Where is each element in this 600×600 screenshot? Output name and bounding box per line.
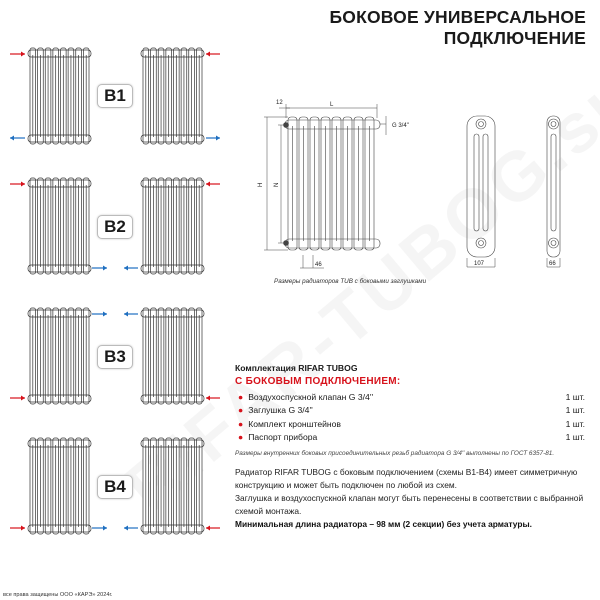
title-line-2: ПОДКЛЮЧЕНИЕ [443,28,586,48]
side-view-2-column [547,116,560,257]
bullet-icon: ● [238,391,244,402]
description-p1: Радиатор RIFAR TUBOG с боковым подключением (схемы B1-B4) имеет симметричную конструкцию и может быть подключен по любой из схем. [235,467,578,490]
description [235,466,585,531]
side-view-3-column [467,116,495,257]
dim-depth-66: 66 [549,261,556,267]
scheme-label-b3: B3 [97,345,133,369]
kit-item-name: Воздухоспускной клапан G 3/4'' [248,391,374,402]
dim-depth-107: 107 [474,261,485,267]
kit-note: Размеры внутренних боковых присоединительных резьб радиатора G 3/4'' выполнены по ГОСТ 6357-81. [235,450,555,457]
bullet-icon: ● [238,405,244,416]
dim-offset: 12 [276,100,283,106]
title-line-1: БОКОВОЕ УНИВЕРСАЛЬНОЕ [329,7,586,27]
kit-item [235,404,585,418]
kit-item-name: Заглушка G 3/4'' [248,405,313,416]
description-p3: Минимальная длина радиатора – 98 мм (2 секции) без учета арматуры. [235,519,532,529]
dim-thread: G 3/4'' [392,123,409,129]
dim-height: H [258,182,264,187]
description-p2: Заглушка и воздухоспускной клапан могут быть перенесены в соответствии с выбранной схемой монтажа. [235,493,584,516]
kit-item-qty: 1 шт. [565,432,585,443]
bullet-icon: ● [238,418,244,429]
scheme-label-b2: B2 [97,215,133,239]
dim-pitch: 46 [315,262,322,268]
kit-section [235,363,585,457]
scheme-label-b4: B4 [97,475,133,499]
dim-axis: N [274,182,280,187]
kit-item-qty: 1 шт. [565,418,585,429]
kit-item [235,390,585,404]
kit-heading: Комплектация RIFAR TUBOG [235,363,358,373]
scheme-label-b1: B1 [97,84,133,108]
kit-subheading: С БОКОВЫМ ПОДКЛЮЧЕНИЕМ: [235,376,401,387]
kit-item-qty: 1 шт. [565,405,585,416]
kit-item-qty: 1 шт. [565,391,585,402]
kit-item-name: Комплект кронштейнов [248,418,341,429]
kit-item [235,417,585,431]
copyright: все права защищены ООО «КАРЭ» 2024г. [3,592,113,598]
bullet-icon: ● [238,432,244,443]
dim-length: L [330,102,334,108]
dimension-lines [264,104,560,268]
kit-item [235,431,585,445]
drawing-caption: Размеры радиаторов TUB с боковыми заглушками [274,278,427,285]
front-view [284,117,381,250]
kit-item-name: Паспорт прибора [248,432,318,443]
